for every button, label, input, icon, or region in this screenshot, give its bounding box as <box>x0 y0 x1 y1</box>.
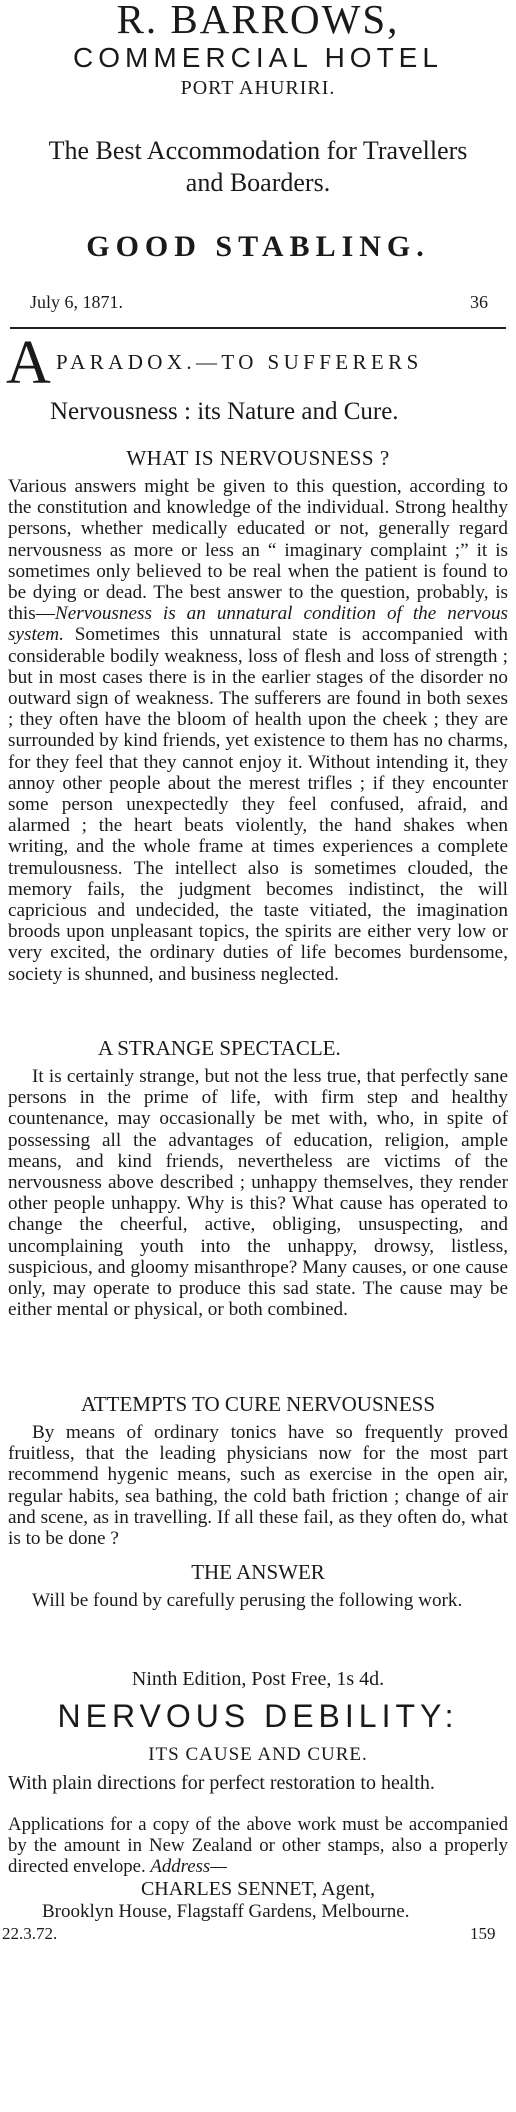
address-label: Address— <box>150 1856 227 1878</box>
column-rule <box>10 327 506 329</box>
book-subtitle: ITS CAUSE AND CURE. <box>148 1744 368 1765</box>
agent-name: CHARLES SENNET, Agent, <box>140 1878 376 1900</box>
tagline-line-1: The Best Accommodation for Travellers <box>48 136 468 165</box>
tagline-line-2: and Boarders. <box>185 168 331 197</box>
ad-date: July 6, 1871. <box>30 292 124 312</box>
paragraph-what-is: Various answers might be given to this question, according to the constitution and knowledge of the individual. Strong healthy persons, whether medically educated or not, generally regard nervousness as more or less an “ imaginary complaint ;” it is sometimes only believed to be real when the patient is found to be dying or dead. The best answer to the question, probably, is this—Nervousness is an unnatural condition of the nervous system. Sometimes this unnatural state is accompanied with considerable bodily weakness, loss of flesh and loss of strength ; but in most cases there is in the earlier stages of the disorder no outward sign of weakness. The sufferers are found in both sexes ; they often have the bloom of health upon the cheek ; they are surrounded by kind friends, yet existence to them has no charms, for they feel that they cannot enjoy it. Without intending it, they annoy other people about the merest trifles ; if they encounter some person unexpectedly they feel confused, afraid, and alarmed ; the heart beats violently, the hand shakes when writing, and the whole frame at times experiences a complete tremulousness. The intellect also is sometimes clouded, the memory fails, the judgment becomes indistinct, the will capricious and undecided, the taste vitiated, the imagination broods upon unpleasant topics, the spirits are either very low or very excited, the ordinary duties of life becomes burdensome, society is shunned, and business neglected. <box>8 476 508 985</box>
stabling-notice: GOOD STABLING. <box>86 230 430 263</box>
emphasis-definition: Nervousness is an unnatural condition of the nervous system. <box>8 603 508 646</box>
ad-date: 22.3.72. <box>2 1924 58 1943</box>
ad-reference-number: 159 <box>470 1924 496 1943</box>
agent-address: Brooklyn House, Flagstaff Gardens, Melbourne. <box>42 1901 410 1922</box>
paragraph-applications: Applications for a copy of the above work must be accompanied by the amount in New Zealand or other stamps, also a properly directed envelope. Address— <box>8 1814 508 1878</box>
section-heading-what-is: WHAT IS NERVOUSNESS ? <box>126 446 390 470</box>
paragraph-strange: It is certainly strange, but not the less true, that perfectly sane persons in the prime of life, with firm step and healthy countenance, may occasionally be met with, who, in spite of possessing all the advantages of education, religion, ample means, and kind friends, nevertheless are victims of the nervousness above described ; unhappy themselves, they render other people unhappy. Why is this? What cause has operated to change the cheerful, active, obliging, unsuspecting, and uncomplaining youth into the unhappy, drowsy, listless, suspicious, and gloomy misanthrope? Many causes, or one cause only, may operate to produce this sad state. The cause may be either mental or physical, or both combined. <box>8 1066 508 1321</box>
section-heading-answer: THE ANSWER <box>191 1560 325 1584</box>
directions-line: With plain directions for perfect restoration to health. <box>8 1772 435 1794</box>
section-heading-strange: A STRANGE SPECTACLE. <box>98 1036 341 1060</box>
book-title: NERVOUS DEBILITY: <box>57 1698 459 1734</box>
section-heading-attempts: ATTEMPTS TO CURE NERVOUSNESS <box>80 1392 436 1416</box>
edition-line: Ninth Edition, Post Free, 1s 4d. <box>131 1668 385 1690</box>
paragraph-attempts: By means of ordinary tonics have so frequently proved fruitless, that the leading physicians now for the most part recommend hygenic means, such as exercise in the open air, regular habits, sea bathing, the cold bath friction ; change of air and scene, as in travelling. If all these fail, as they often do, what is to be done ? <box>8 1422 508 1550</box>
drop-cap: A <box>6 329 51 397</box>
subheadline: Nervousness : its Nature and Cure. <box>50 398 399 425</box>
headline: PARADOX.—TO SUFFERERS <box>56 350 423 374</box>
hotel-location: PORT AHURIRI. <box>180 77 336 99</box>
ad-reference-number: 36 <box>470 292 488 312</box>
hotel-name: COMMERCIAL HOTEL <box>73 42 443 73</box>
advertiser-name: R. BARROWS, <box>116 0 400 42</box>
paragraph-answer: Will be found by carefully perusing the following work. <box>32 1590 463 1611</box>
